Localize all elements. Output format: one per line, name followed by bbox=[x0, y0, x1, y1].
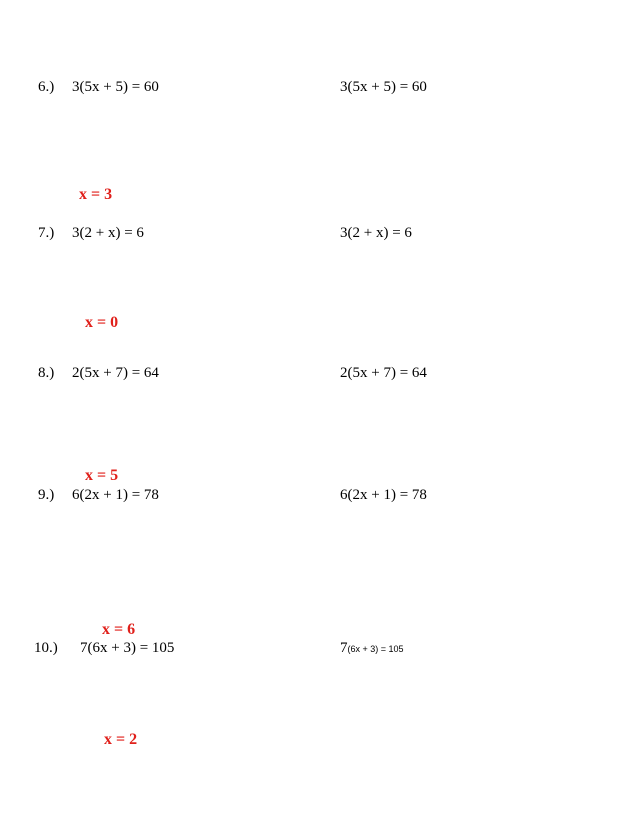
problem-equation: 6(2x + 1) = 78 bbox=[72, 487, 159, 503]
problem-number: 7.) bbox=[38, 225, 55, 241]
problem-number: 8.) bbox=[38, 365, 55, 381]
workspace-equation-prefix: 7 bbox=[340, 640, 348, 656]
problem-equation: 3(5x + 5) = 60 bbox=[72, 79, 159, 95]
workspace-equation: 2(5x + 7) = 64 bbox=[340, 365, 427, 381]
problem-equation: 7(6x + 3) = 105 bbox=[80, 640, 175, 656]
problem-number: 9.) bbox=[38, 487, 55, 503]
workspace-equation bbox=[340, 641, 404, 656]
problem-equation: 3(2 + x) = 6 bbox=[72, 225, 144, 241]
answer-label: x = 3 bbox=[79, 186, 113, 203]
workspace-equation: 3(2 + x) = 6 bbox=[340, 225, 412, 241]
problem-equation: 2(5x + 7) = 64 bbox=[72, 365, 159, 381]
answer-label: x = 6 bbox=[102, 621, 136, 638]
problem-number: 10.) bbox=[34, 640, 58, 656]
workspace-equation: 6(2x + 1) = 78 bbox=[340, 487, 427, 503]
answer-label: x = 0 bbox=[85, 314, 119, 331]
answer-label: x = 2 bbox=[104, 731, 138, 748]
workspace-equation-rest: (6x + 3) = 105 bbox=[347, 644, 404, 654]
workspace-equation: 3(5x + 5) = 60 bbox=[340, 79, 427, 95]
answer-label: x = 5 bbox=[85, 467, 119, 484]
problem-number: 6.) bbox=[38, 79, 55, 95]
